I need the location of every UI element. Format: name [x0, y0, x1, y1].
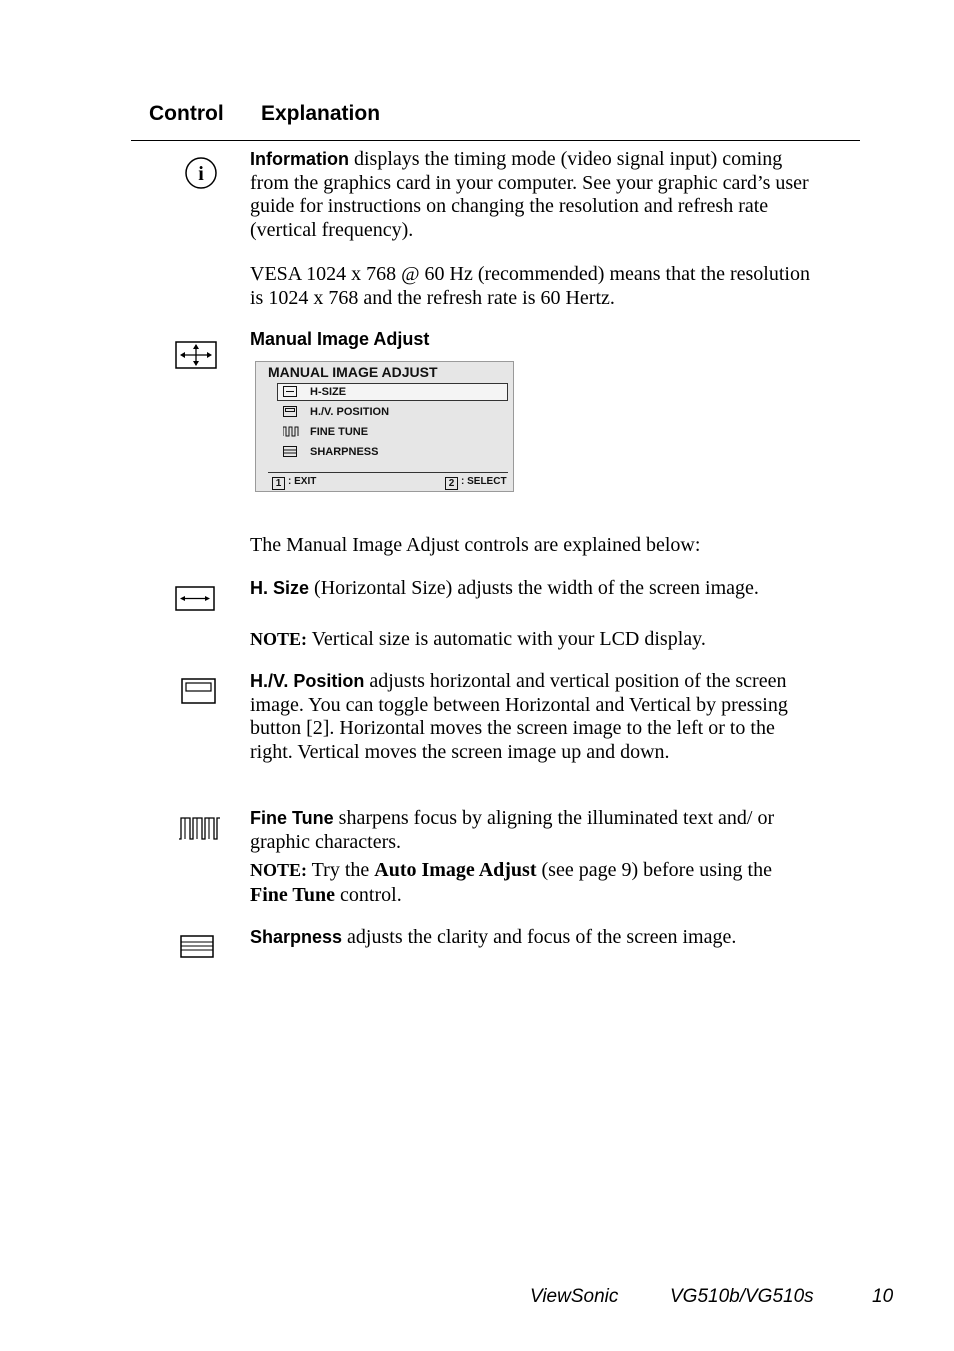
hsize-term: H. Size — [250, 578, 310, 598]
osd-title: MANUAL IMAGE ADJUST — [268, 364, 438, 380]
sharpness-text: adjusts the clarity and focus of the screen image. — [342, 926, 737, 948]
osd-exit-hint — [272, 476, 316, 490]
sharpness-icon — [180, 935, 215, 959]
fine-tune-paragraph — [250, 807, 805, 854]
svg-text:i: i — [198, 163, 204, 185]
fine-tune-term: Fine Tune — [250, 808, 334, 828]
hsize-note-label: NOTE: — [250, 629, 308, 649]
fine-tune-note-bold1: Auto Image Adjust — [374, 859, 537, 881]
hsize-text: (Horizontal Size) adjusts the width of the screen image. — [309, 577, 759, 599]
fine-tune-note — [250, 858, 805, 908]
position-small-icon — [283, 406, 297, 417]
hv-position-paragraph — [250, 670, 800, 764]
footer-brand: ViewSonic — [530, 1286, 619, 1307]
vesa-paragraph: VESA 1024 x 768 @ 60 Hz (recommended) means that the resolution is 1024 x 768 and the refresh rate is 60 Hertz. — [250, 263, 810, 309]
sharpness-term: Sharpness — [250, 927, 343, 947]
select-label: : SELECT — [461, 476, 507, 487]
manual-image-adjust-icon — [175, 341, 217, 369]
header-rule — [131, 140, 860, 141]
osd-item-hsize: H-SIZE — [310, 386, 347, 398]
hv-position-text: adjusts horizontal and vertical position of the screen image. You can toggle between Horizontal and Vertical by pressing button [2]. Horizontal moves the screen image to the left or to the right. Vertical moves the screen image up and down. — [250, 670, 788, 763]
information-paragraph — [250, 148, 810, 242]
exit-label: : EXIT — [288, 476, 317, 487]
hv-position-icon — [181, 678, 217, 705]
select-key: 2 — [445, 477, 458, 490]
footer-model: VG510b/VG510s — [670, 1286, 814, 1307]
header-control: Control — [149, 102, 224, 125]
hsize-paragraph — [250, 577, 850, 601]
hv-position-term: H./V. Position — [250, 671, 365, 691]
osd-item-finetune: FINE TUNE — [310, 426, 369, 438]
fine-tune-note-bold2: Fine Tune — [250, 884, 336, 906]
osd-select-hint — [445, 476, 507, 490]
footer-page-number: 10 — [872, 1286, 894, 1307]
osd-menu — [255, 361, 514, 492]
information-term: Information — [250, 149, 349, 169]
manual-adjust-intro: The Manual Image Adjust controls are explained below: — [250, 534, 701, 556]
sharpness-small-icon — [283, 446, 297, 457]
information-icon — [184, 156, 218, 190]
osd-item-position: H./V. POSITION — [310, 406, 390, 418]
fine-tune-note-label: NOTE: — [250, 860, 308, 880]
hsize-small-icon — [283, 386, 297, 397]
finetune-small-icon — [283, 426, 299, 437]
osd-item-sharpness: SHARPNESS — [310, 446, 379, 458]
sharpness-paragraph — [250, 926, 850, 950]
exit-key: 1 — [272, 477, 285, 490]
fine-tune-note-pre: Try the — [307, 859, 375, 881]
information-text: displays the timing mode (video signal input) coming from the graphics card in your computer. See your graphic card’s user guide for instructions on changing the resolution and refresh rate (vertical frequency). — [250, 148, 809, 241]
fine-tune-note-post: control. — [335, 884, 402, 906]
osd-divider — [268, 472, 508, 473]
header-explanation: Explanation — [261, 102, 381, 125]
hsize-icon — [175, 586, 215, 611]
manual-image-adjust-heading: Manual Image Adjust — [250, 329, 430, 349]
fine-tune-note-mid: (see page 9) before using the — [536, 859, 772, 881]
hsize-note-text: Vertical size is automatic with your LCD display. — [307, 628, 706, 650]
fine-tune-text: sharpens focus by aligning the illuminated text and/ or graphic characters. — [250, 807, 775, 853]
fine-tune-icon — [178, 816, 222, 840]
hsize-note — [250, 628, 810, 652]
